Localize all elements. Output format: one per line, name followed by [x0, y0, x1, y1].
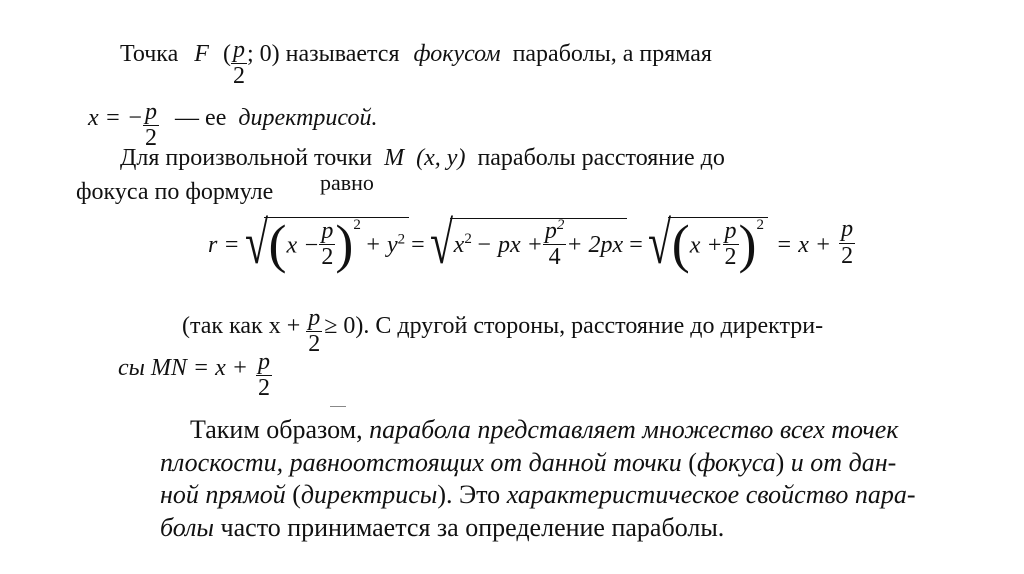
text: — ее — [175, 105, 227, 132]
term: − px + — [475, 232, 543, 259]
term: + 2px — [566, 232, 624, 259]
text: Таким образом, — [190, 415, 363, 444]
text: ( — [688, 447, 697, 477]
denominator: 2 — [145, 125, 158, 152]
term-focus: фокусом — [413, 41, 501, 68]
fraction-p-over-2 — [231, 38, 247, 89]
line-mn-distance — [118, 342, 272, 402]
text: ). Это — [437, 480, 501, 509]
fraction — [723, 219, 739, 270]
term: x — [453, 232, 465, 259]
numerator: p — [724, 217, 737, 244]
text: параболы расстояние до — [477, 145, 725, 171]
stray-mark — [330, 406, 346, 407]
line-directrix — [88, 94, 378, 152]
line-condition — [182, 300, 824, 358]
var-F: F — [194, 41, 209, 68]
text: (так как x + — [182, 312, 301, 339]
line-focus-definition — [120, 30, 712, 90]
sqrt-sign: √ — [244, 210, 268, 276]
line-formula-intro — [76, 180, 273, 204]
denominator: 2 — [257, 375, 270, 402]
coords: (x, y) — [416, 145, 466, 171]
radicand-1: (x − $\frac{p}{2}$ )$^2+ y^2$ — [264, 217, 409, 274]
term: x − — [286, 232, 320, 259]
denominator: 2 — [724, 244, 737, 270]
radicand-3: (x + $\frac{p}{2}$ )$^2$ — [668, 217, 768, 274]
sqrt-sign: √ — [647, 210, 671, 276]
fraction — [319, 219, 335, 270]
term: + y — [364, 232, 398, 259]
text: парабола представляет множество всех точек — [369, 415, 899, 444]
text: ≥ 0). С другой стороны, расстояние до директри- — [324, 312, 824, 339]
numerator: p — [232, 37, 245, 63]
para-line-3 — [160, 479, 960, 512]
var-M: M — [384, 145, 405, 171]
term: x + — [689, 232, 723, 259]
fraction-p-over-2 — [306, 306, 322, 357]
text: болы — [160, 512, 215, 542]
equals: = — [411, 232, 425, 258]
exponent: 2 — [556, 216, 565, 233]
text: фокуса — [696, 447, 776, 477]
text: плоскости, равноотстоящих от данной точки — [160, 447, 682, 477]
text: Для произвольной точки — [120, 145, 373, 171]
exponent: 2 — [397, 231, 406, 248]
exponent: 2 — [756, 217, 765, 234]
text: ) — [775, 447, 785, 477]
para-line-1 — [160, 414, 960, 447]
text: характеристическое свойство пара- — [506, 480, 916, 509]
line-arbitrary-point — [120, 146, 725, 170]
para-line-2 — [160, 447, 960, 480]
denominator: 2 — [232, 63, 245, 90]
text: ной прямой — [160, 480, 286, 509]
equals: = — [629, 232, 643, 258]
fraction-p-over-2 — [143, 100, 159, 151]
exponent: 2 — [353, 217, 361, 234]
conclusion-paragraph — [160, 414, 960, 544]
text: равно — [320, 170, 374, 195]
fraction — [543, 216, 567, 270]
text: ( — [292, 480, 301, 509]
denominator: 4 — [543, 244, 567, 270]
paren: ( — [222, 41, 231, 68]
text: Точка — [120, 41, 179, 68]
result: = x + — [776, 232, 832, 258]
equation: x = − — [88, 105, 144, 132]
fraction-p-over-2 — [256, 350, 272, 401]
numerator: p — [841, 216, 854, 243]
numerator: p — [321, 217, 334, 244]
denominator: 2 — [841, 242, 854, 269]
word-ravno — [320, 172, 374, 194]
text: и от дан- — [790, 447, 897, 477]
denominator: 2 — [321, 244, 334, 270]
text: директрисы — [300, 480, 438, 509]
text: сы MN = x + — [118, 354, 248, 381]
numerator: p — [544, 217, 557, 244]
text: часто принимается за определение параболы. — [220, 512, 725, 542]
exponent: 2 — [464, 231, 472, 248]
text: фокуса по формуле — [76, 179, 274, 205]
numerator: p — [257, 349, 270, 375]
text: ; 0) называется — [246, 41, 400, 68]
fraction — [839, 217, 855, 268]
para-line-4 — [160, 512, 960, 545]
text: параболы, а прямая — [512, 41, 712, 68]
numerator: p — [308, 305, 321, 331]
numerator: p — [145, 99, 158, 125]
term-directrix: директрисой. — [238, 105, 378, 132]
distance-formula — [208, 210, 855, 280]
radicand-2 — [450, 218, 628, 272]
sqrt-sign: √ — [429, 210, 453, 276]
r-equals: r = — [208, 232, 240, 258]
denominator: 2 — [308, 331, 321, 358]
